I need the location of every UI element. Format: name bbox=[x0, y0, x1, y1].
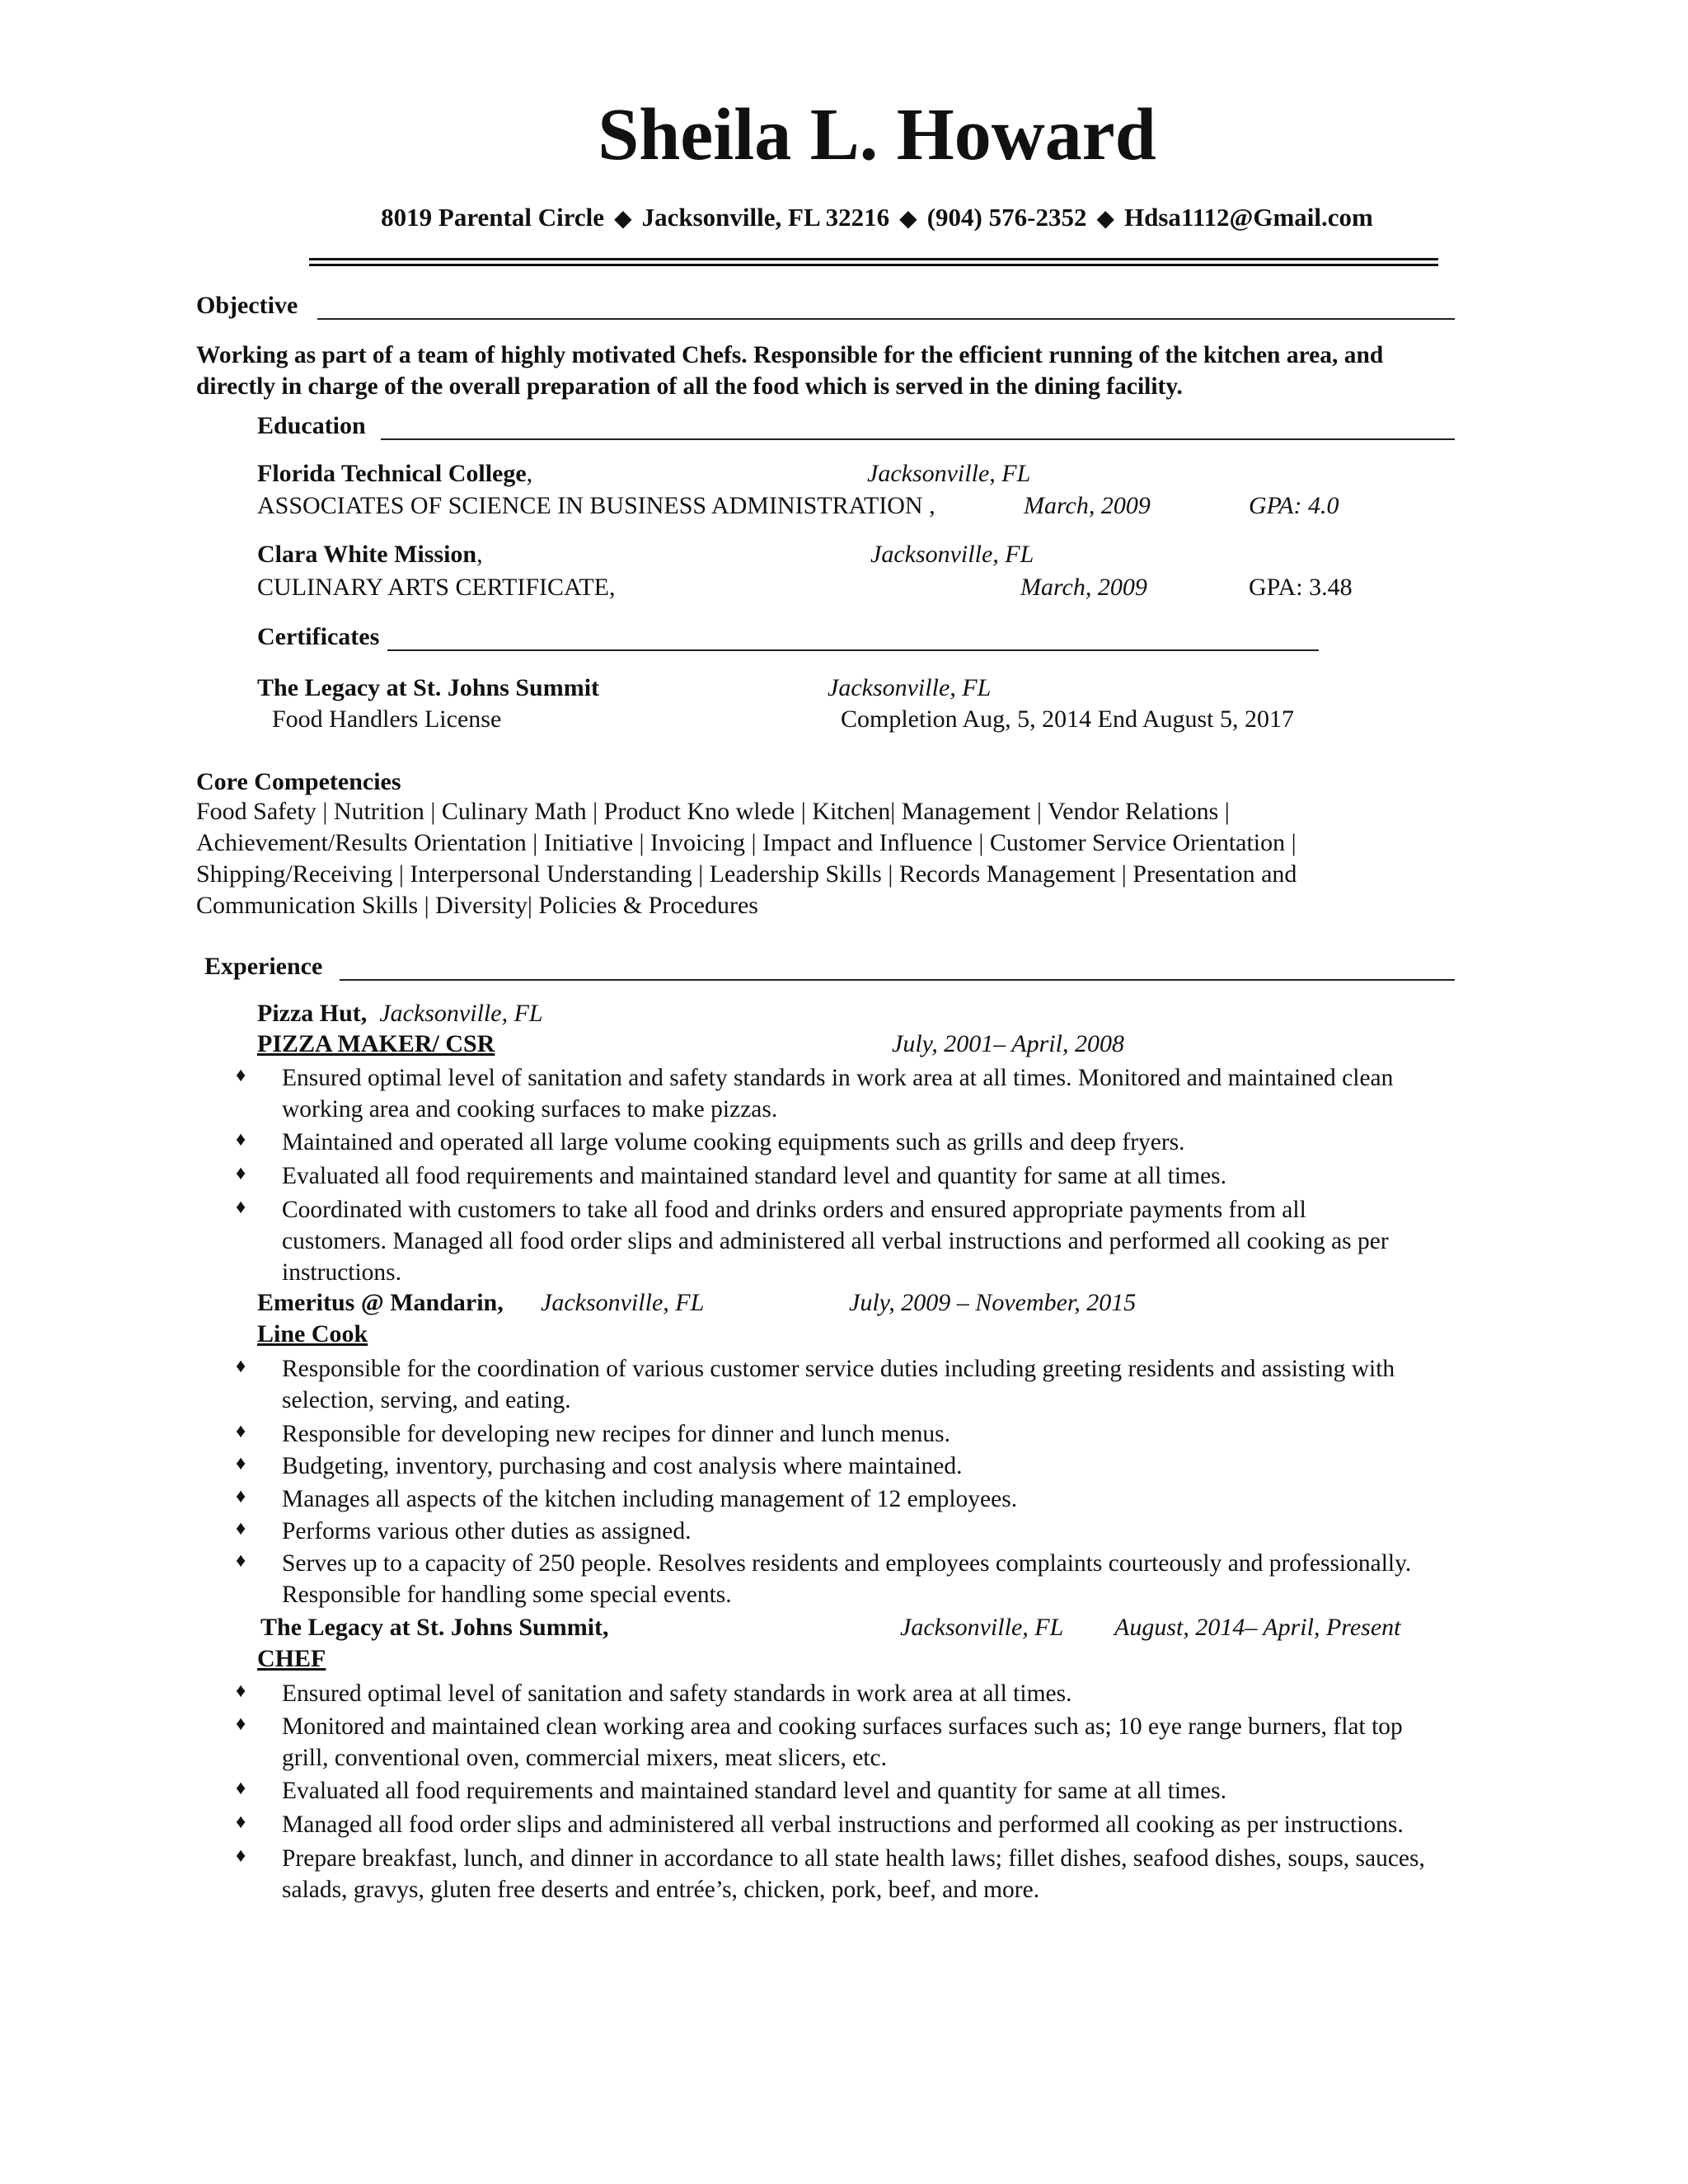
competencies-heading: Core Competencies bbox=[196, 768, 401, 795]
objective-heading: Objective bbox=[196, 292, 298, 319]
job-company: Pizza Hut, bbox=[257, 1000, 368, 1027]
bullet-icon: ♦ bbox=[236, 1680, 246, 1702]
objective-line: directly in charge of the overall preparation of all the food which is served in the dining facility. bbox=[196, 373, 1183, 400]
bullet-icon: ♦ bbox=[236, 1356, 246, 1377]
certificate-dates: Completion Aug, 5, 2014 End August 5, 2017 bbox=[841, 705, 1295, 733]
bullet-icon: ♦ bbox=[236, 1845, 246, 1867]
job-title: PIZZA MAKER/ CSR bbox=[257, 1030, 495, 1057]
certificate-name: Food Handlers License bbox=[272, 705, 502, 733]
job-bullet: Manages all aspects of the kitchen including management of 12 employees. bbox=[282, 1486, 1018, 1512]
job-location: Jacksonville, FL bbox=[541, 1289, 705, 1316]
job-dates: August, 2014– April, Present bbox=[1114, 1614, 1401, 1641]
bullet-icon: ♦ bbox=[236, 1778, 246, 1799]
job-bullet: Evaluated all food requirements and maintained standard level and quantity for same at all times. bbox=[282, 1163, 1227, 1189]
competencies-list bbox=[196, 796, 1482, 921]
education-location: Jacksonville, FL bbox=[870, 541, 1034, 568]
bullet-icon: ♦ bbox=[236, 1518, 246, 1540]
education-location: Jacksonville, FL bbox=[867, 460, 1031, 487]
job-bullet: Responsible for developing new recipes for dinner and lunch menus. bbox=[282, 1421, 951, 1447]
bullet-icon: ♦ bbox=[236, 1163, 246, 1184]
bullet-icon: ♦ bbox=[236, 1486, 246, 1507]
education-gpa: GPA: 4.0 bbox=[1249, 492, 1339, 519]
job-title: CHEF bbox=[257, 1645, 326, 1672]
job-bullet: Prepare breakfast, lunch, and dinner in accordance to all state health laws; fillet dishes, seafood dishes, soups, sauces, salads, gravys, gluten free deserts and entrée’s, chicken, pork, beef, and more. bbox=[282, 1845, 1425, 1903]
job-bullet: Budgeting, inventory, purchasing and cost analysis where maintained. bbox=[282, 1453, 963, 1479]
bullet-icon: ♦ bbox=[236, 1550, 246, 1572]
diamond-separator-icon: ◆ bbox=[899, 206, 917, 232]
resume-name: Sheila L. Howard bbox=[598, 94, 1156, 176]
job-bullet: Ensured optimal level of sanitation and safety standards in work area at all times. bbox=[282, 1680, 1072, 1707]
competencies-line: Communication Skills | Diversity| Policies & Procedures bbox=[196, 892, 758, 919]
job-company: Emeritus @ Mandarin, bbox=[257, 1289, 504, 1316]
competencies-line: Food Safety | Nutrition | Culinary Math | Product Kno wlede | Kitchen| Management | Vendor Relations | bbox=[196, 798, 1230, 825]
job-company: The Legacy at St. Johns Summit, bbox=[260, 1614, 609, 1641]
education-school: Clara White Mission, bbox=[257, 541, 483, 568]
job-bullet: Serves up to a capacity of 250 people. Resolves residents and employees complaints courteously and professionally. Responsible for handling some special events. bbox=[282, 1550, 1412, 1608]
education-rule bbox=[381, 438, 1455, 440]
job-location: Jacksonville, FL bbox=[379, 1000, 543, 1027]
bullet-icon: ♦ bbox=[236, 1811, 246, 1833]
education-degree: CULINARY ARTS CERTIFICATE, bbox=[257, 574, 616, 601]
experience-rule bbox=[340, 979, 1455, 981]
education-date: March, 2009 bbox=[1024, 492, 1151, 519]
job-title: Line Cook bbox=[257, 1320, 368, 1347]
job-bullet: Maintained and operated all large volume cooking equipments such as grills and deep fryers. bbox=[282, 1129, 1185, 1155]
city-state-zip: Jacksonville, FL 32216 bbox=[641, 203, 890, 232]
objective-text bbox=[196, 340, 1523, 402]
experience-heading: Experience bbox=[204, 953, 323, 980]
job-dates: July, 2001– April, 2008 bbox=[892, 1030, 1124, 1057]
diamond-separator-icon: ◆ bbox=[614, 206, 632, 232]
bullet-icon: ♦ bbox=[236, 1129, 246, 1151]
job-bullet: Ensured optimal level of sanitation and safety standards in work area at all times. Monitored and maintained clean working area and cooking surfaces to make pizzas. bbox=[282, 1065, 1394, 1122]
certificates-rule bbox=[387, 649, 1319, 651]
job-bullet: Managed all food order slips and administered all verbal instructions and performed all cooking as per instructions. bbox=[282, 1811, 1404, 1838]
header-double-rule bbox=[309, 258, 1438, 266]
contact-line bbox=[0, 203, 1688, 232]
certificate-location: Jacksonville, FL bbox=[828, 674, 992, 701]
bullet-icon: ♦ bbox=[236, 1065, 246, 1086]
education-degree: ASSOCIATES OF SCIENCE IN BUSINESS ADMINISTRATION , bbox=[257, 492, 935, 519]
competencies-line: Shipping/Receiving | Interpersonal Understanding | Leadership Skills | Records Management | Presentation and bbox=[196, 860, 1297, 888]
job-dates: July, 2009 – November, 2015 bbox=[849, 1289, 1137, 1316]
job-bullet: Performs various other duties as assigned. bbox=[282, 1518, 692, 1544]
education-date: March, 2009 bbox=[1020, 574, 1147, 601]
bullet-icon: ♦ bbox=[236, 1197, 246, 1218]
email: Hdsa1112@Gmail.com bbox=[1124, 203, 1373, 232]
diamond-separator-icon: ◆ bbox=[1096, 206, 1114, 232]
objective-rule bbox=[317, 318, 1455, 320]
education-gpa: GPA: 3.48 bbox=[1249, 574, 1353, 601]
education-school: Florida Technical College, bbox=[257, 460, 533, 487]
job-bullet: Evaluated all food requirements and maintained standard level and quantity for same at all times. bbox=[282, 1778, 1227, 1804]
certificates-heading: Certificates bbox=[257, 623, 380, 650]
job-bullet: Coordinated with customers to take all food and drinks orders and ensured appropriate payments from all customers. Managed all food order slips and administered all verbal instructions and performed all cooking as per instructions. bbox=[282, 1197, 1389, 1286]
phone: (904) 576-2352 bbox=[926, 203, 1087, 232]
education-heading: Education bbox=[257, 412, 366, 439]
address: 8019 Parental Circle bbox=[381, 203, 605, 232]
objective-line: Working as part of a team of highly motivated Chefs. Responsible for the efficient running of the kitchen area, and bbox=[196, 342, 1384, 368]
bullet-icon: ♦ bbox=[236, 1713, 246, 1735]
job-header bbox=[257, 1000, 543, 1028]
competencies-line: Achievement/Results Orientation | Initiative | Invoicing | Impact and Influence | Customer Service Orientation | bbox=[196, 829, 1296, 856]
bullet-icon: ♦ bbox=[236, 1453, 246, 1474]
job-location: Jacksonville, FL bbox=[900, 1614, 1064, 1641]
bullet-icon: ♦ bbox=[236, 1421, 246, 1442]
certificate-org: The Legacy at St. Johns Summit bbox=[257, 674, 600, 701]
job-bullet: Monitored and maintained clean working area and cooking surfaces surfaces such as; 10 eye range burners, flat top grill, conventional oven, commercial mixers, meat slicers, etc. bbox=[282, 1713, 1403, 1771]
job-header bbox=[257, 1289, 504, 1317]
job-bullet: Responsible for the coordination of various customer service duties including greeting residents and assisting with selection, serving, and eating. bbox=[282, 1356, 1395, 1413]
